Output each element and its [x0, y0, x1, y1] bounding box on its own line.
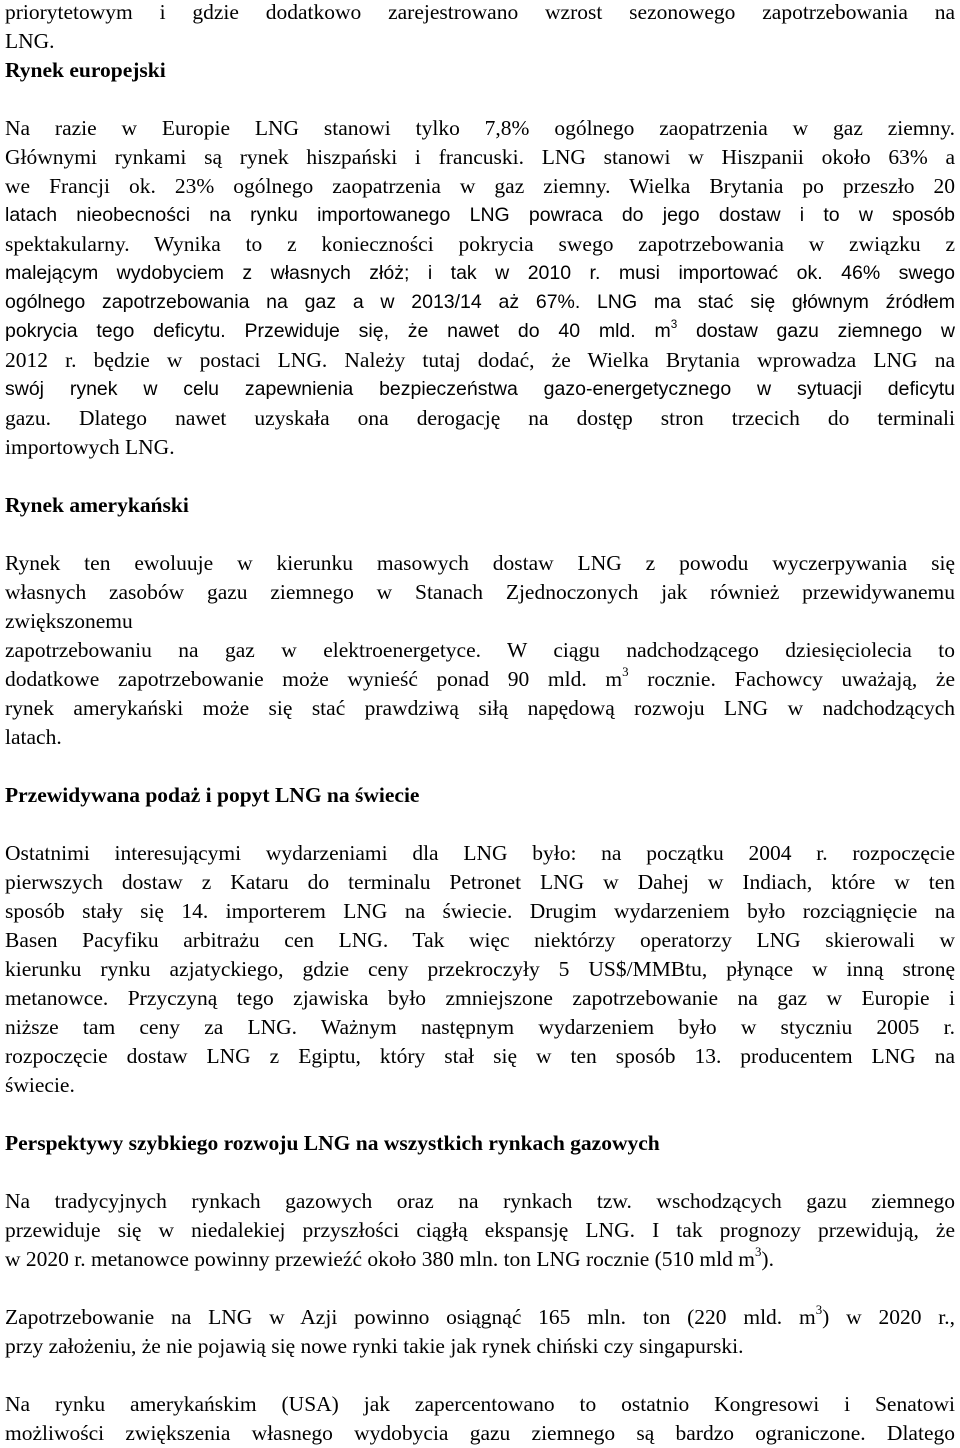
- text-segment: dodatkowe zapotrzebowanie może wynieść ponad 90 mld. m: [5, 667, 623, 691]
- text-segment: ) w 2020 r.,: [822, 1305, 955, 1329]
- text-line: [5, 172, 955, 201]
- text-line: przewiduje się w niedalekiej przyszłości ciągłą ekspansję LNG. I tak prognozy przewidują, że: [5, 1218, 955, 1242]
- text-line: rozpoczęcie dostaw LNG z Egiptu, który stał się w ten sposób 13. producentem LNG na: [5, 1044, 955, 1068]
- text-line: zapotrzebowaniu na gaz w elektroenergetyce. W ciągu nadchodzącego dziesięciolecia to: [5, 638, 955, 662]
- text-segment: ).: [761, 1247, 774, 1271]
- text-line: Na razie w Europie LNG stanowi tylko 7,8% ogólnego zaopatrzenia w gaz ziemny.: [5, 116, 955, 140]
- text-line: sposób stały się 14. importerem LNG na świecie. Drugim wydarzeniem było rozciągnięcie na: [5, 899, 955, 923]
- text-line: importowych LNG.: [5, 435, 175, 459]
- text-line: gazu. Dlatego nawet uzyskała ona derogację na dostęp stron trzecich do terminali: [5, 406, 955, 430]
- text-line: Ostatnimi interesującymi wydarzeniami dla LNG było: na początku 2004 r. rozpoczęcie: [5, 841, 955, 865]
- superscript: 3: [622, 664, 629, 679]
- heading-american-market: Rynek amerykański: [5, 493, 189, 517]
- text-line: [5, 1303, 955, 1332]
- text-segment: pokrycia tego deficytu. Przewiduje się, że nawet do 40 mld. m: [5, 320, 671, 342]
- superscript: 3: [754, 1244, 762, 1259]
- text-line: malejącym wydobyciem z własnych złóż; i tak w 2010 r. musi importować ok. 46% swego: [5, 262, 955, 284]
- heading-world-supply-demand: Przewidywana podaż i popyt LNG na świecie: [5, 783, 420, 807]
- text-line: [5, 1245, 955, 1274]
- heading-european-market: Rynek europejski: [5, 58, 166, 82]
- text-segment: we Francji ok. 23% ogólnego zaopatrzenia w gaz ziemny. Wielka Brytania po przeszło 20: [5, 174, 955, 198]
- text-line: swój rynek w celu zapewnienia bezpieczeństwa gazo-energetycznego w sytuacji deficytu: [5, 378, 955, 400]
- text-segment: w 2020 r. metanowce powinny przewieźć około 380 mln. ton LNG rocznie (510 mld m: [5, 1247, 755, 1271]
- superscript: 3: [815, 1302, 823, 1317]
- text-line: rynek amerykański może się stać prawdziwą siłą napędową rozwoju LNG w nadchodzących: [5, 696, 955, 720]
- text-line: przy założeniu, że nie pojawią się nowe rynki takie jak rynek chiński czy singapurski.: [5, 1334, 744, 1358]
- text-line: latach.: [5, 725, 62, 749]
- text-line: zwiększonemu: [5, 609, 133, 633]
- text-line: latach nieobecności na rynku importowanego LNG powraca do jego dostaw i to w sposób: [5, 204, 955, 226]
- text-line: niższe tam ceny za LNG. Ważnym następnym wydarzeniem było w styczniu 2005 r.: [5, 1015, 955, 1039]
- text-line: kierunku rynku azjatyckiego, gdzie ceny przekroczyły 5 US$/MMBtu, płynące w inną stronę: [5, 957, 955, 981]
- text-line: Rynek ten ewoluuje w kierunku masowych dostaw LNG z powodu wyczerpywania się: [5, 551, 955, 575]
- text-line: Basen Pacyfiku arbitrażu cen LNG. Tak więc niektórzy operatorzy LNG skierowali w: [5, 928, 955, 952]
- text-line: Na rynku amerykańskim (USA) jak zapercentowano to ostatnio Kongresowi i Senatowi: [5, 1392, 955, 1416]
- text-line: [5, 665, 955, 694]
- text-line: Głównymi rynkami są rynek hiszpański i francuski. LNG stanowi w Hiszpanii około 63% a: [5, 145, 955, 169]
- text-line: LNG.: [5, 29, 55, 53]
- text-line: własnych zasobów gazu ziemnego w Stanach Zjednoczonych jak również przewidywanemu: [5, 580, 955, 604]
- text-segment: dostaw gazu ziemnego w: [677, 320, 955, 342]
- text-line: Na tradycyjnych rynkach gazowych oraz na rynkach tzw. wschodzących gazu ziemnego: [5, 1189, 955, 1213]
- text-line: metanowce. Przyczyną tego zjawiska było zmniejszone zapotrzebowanie na gaz w Europie i: [5, 986, 955, 1010]
- text-line: priorytetowym i gdzie dodatkowo zarejestrowano wzrost sezonowego zapotrzebowania na: [5, 0, 955, 24]
- superscript: 3: [670, 317, 678, 331]
- text-segment: Zapotrzebowanie na LNG w Azji powinno osiągnąć 165 mln. ton (220 mld. m: [5, 1305, 816, 1329]
- text-line: ogólnego zapotrzebowania na gaz a w 2013/14 aż 67%. LNG ma stać się głównym źródłem: [5, 291, 955, 313]
- text-line: możliwości zwiększenia własnego wydobycia gazu ziemnego są bardzo ograniczone. Dlatego: [5, 1421, 955, 1445]
- text-line: pierwszych dostaw z Kataru do terminalu Petronet LNG w Dahej w Indiach, które w ten: [5, 870, 955, 894]
- text-segment: rocznie. Fachowcy uważają, że: [628, 667, 956, 691]
- text-line: świecie.: [5, 1073, 75, 1097]
- text-line: [5, 317, 955, 346]
- text-line: spektakularny. Wynika to z konieczności pokrycia swego zapotrzebowania w związku z: [5, 232, 955, 256]
- text-line: 2012 r. będzie w postaci LNG. Należy tutaj dodać, że Wielka Brytania wprowadza LNG na: [5, 348, 955, 372]
- heading-perspectives: Perspektywy szybkiego rozwoju LNG na wszystkich rynkach gazowych: [5, 1131, 660, 1155]
